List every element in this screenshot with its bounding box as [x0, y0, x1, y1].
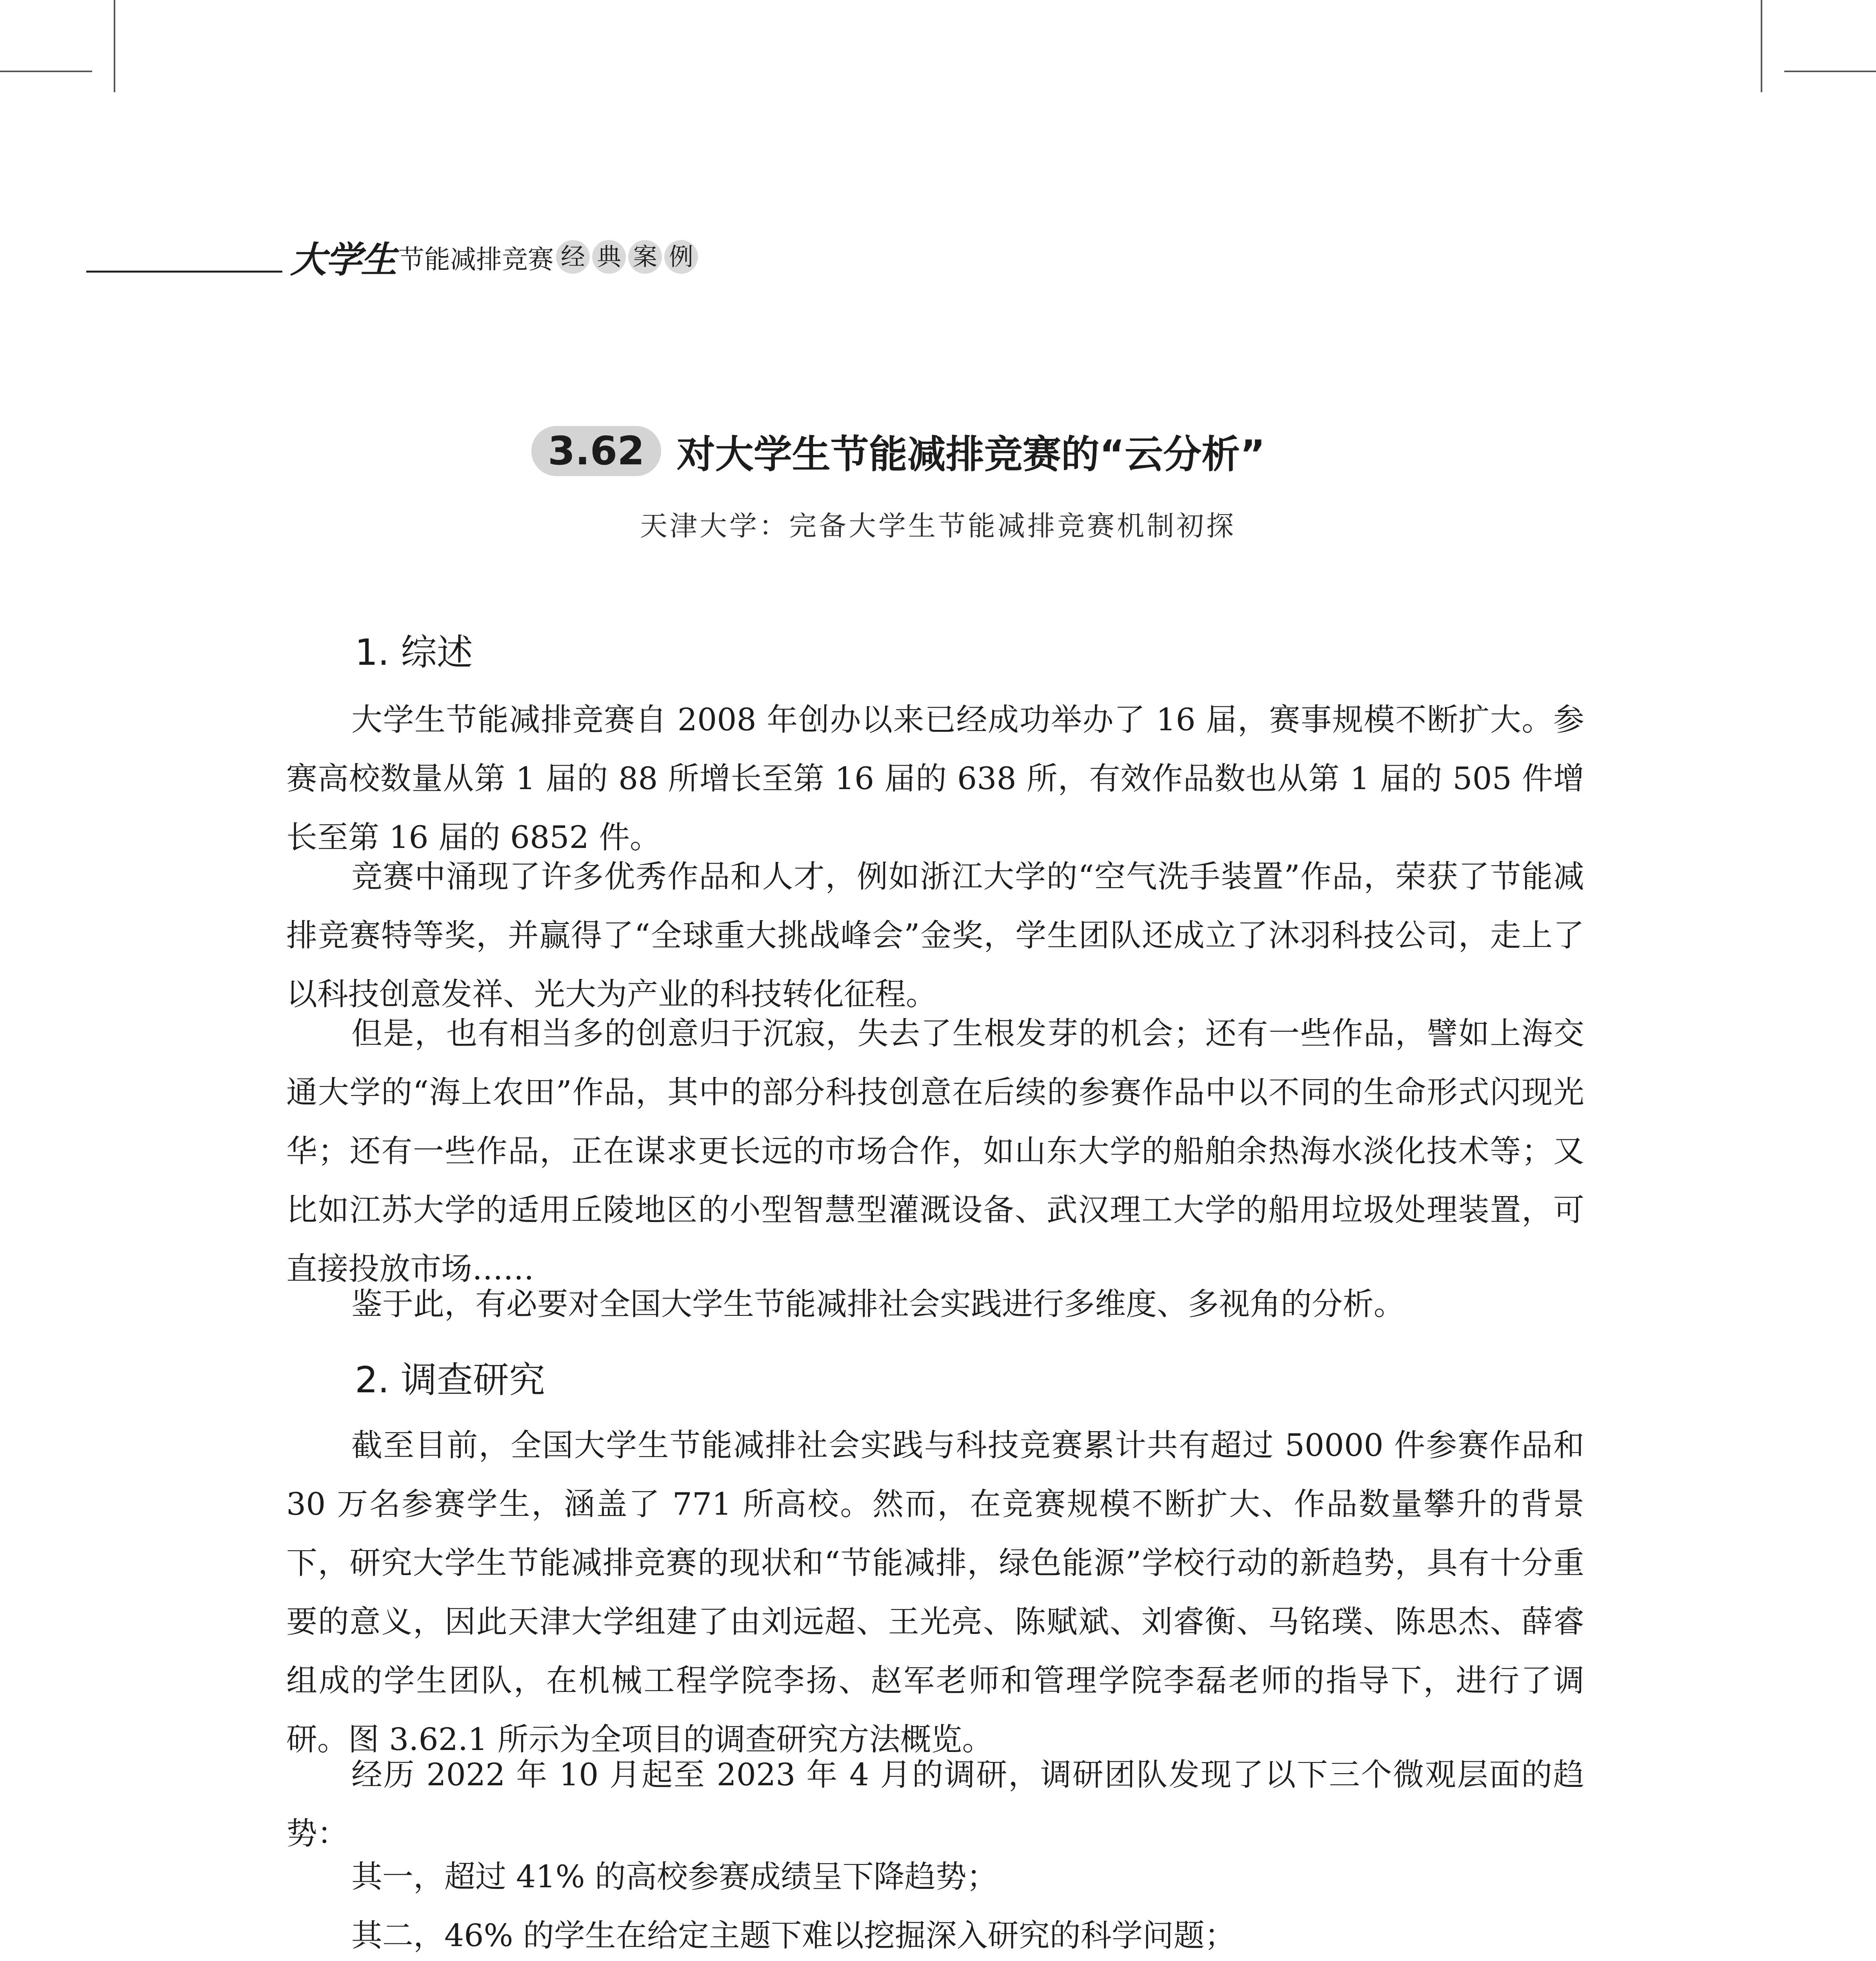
paragraph: 大学生节能减排竞赛自 2008 年创办以来已经成功举办了 16 届，赛事规模不断扩大。参赛高校数量从第 1 届的 88 所增长至第 16 届的 638 所，有效作品数也从第 1 届的 505 件增长至第 16 届的 6852 件。	[286, 702, 1584, 855]
article-subtitle: 天津大学：完备大学生节能减排竞赛机制初探	[640, 510, 1236, 542]
paragraph: 但是，也有相当多的创意归于沉寂，失去了生根发芽的机会；还有一些作品，譬如上海交通大学的“海上农田”作品，其中的部分科技创意在后续的参赛作品中以不同的生命形式闪现光华；还有一些作品，正在谋求更长远的市场合作，如山东大学的船舶余热海水淡化技术等；又比如江苏大学的适用丘陵地区的小型智慧型灌溉设备、武汉理工大学的船用垃圾处理装置，可直接投放市场……	[286, 1015, 1584, 1287]
running-header	[290, 235, 698, 281]
crop-mark	[1784, 71, 1876, 72]
section-heading: 2. 调查研究	[355, 1359, 545, 1401]
header-subtitle: 节能减排竞赛	[398, 244, 554, 275]
paragraph: 经历 2022 年 10 月起至 2023 年 4 月的调研，调研团队发现了以下三个微观层面的趋势：	[286, 1757, 1584, 1852]
article-title	[531, 422, 1265, 480]
paragraph: 竞赛中涌现了许多优秀作品和人才，例如浙江大学的“空气洗手装置”作品，荣获了节能减排竞赛特等奖，并赢得了“全球重大挑战峰会”金奖，学生团队还成立了沐羽科技公司，走上了以科技创意发祥、光大为产业的科技转化征程。	[286, 859, 1584, 1012]
header-rule	[86, 271, 282, 273]
paragraph: 其一，超过 41% 的高校参赛成绩呈下降趋势；	[351, 1859, 998, 1895]
header-circle-char: 典	[592, 240, 626, 274]
header-circle-char: 例	[664, 240, 698, 274]
header-brand: 大学生	[290, 239, 396, 281]
paragraph: 鉴于此，有必要对全国大学生节能减排社会实践进行多维度、多视角的分析。	[351, 1286, 1405, 1322]
article-title-text: 对大学生节能减排竞赛的“云分析”	[676, 432, 1265, 477]
article-number: 3.62	[531, 426, 661, 476]
section-heading: 1. 综述	[355, 631, 473, 673]
paragraph: 其二，46% 的学生在给定主题下难以挖掘深入研究的科学问题；	[351, 1917, 1236, 1954]
crop-mark	[0, 71, 92, 72]
header-circle-char: 经	[556, 240, 590, 274]
paragraph: 截至目前，全国大学生节能减排社会实践与科技竞赛累计共有超过 50000 件参赛作品和 30 万名参赛学生，涵盖了 771 所高校。然而，在竞赛规模不断扩大、作品数量攀升的背景下，研究大学生节能减排竞赛的现状和“节能减排，绿色能源”学校行动的新趋势，具有十分重要的意义，因此天津大学组建了由刘远超、王光亮、陈赋斌、刘睿衡、马铭璞、陈思杰、薛睿组成的学生团队，在机械工程学院李扬、赵军老师和管理学院李磊老师的指导下，进行了调研。图 3.62.1 所示为全项目的调查研究方法概览。	[286, 1427, 1584, 1757]
header-circle-char: 案	[628, 240, 662, 274]
crop-mark	[1761, 0, 1762, 92]
crop-mark	[114, 0, 115, 92]
